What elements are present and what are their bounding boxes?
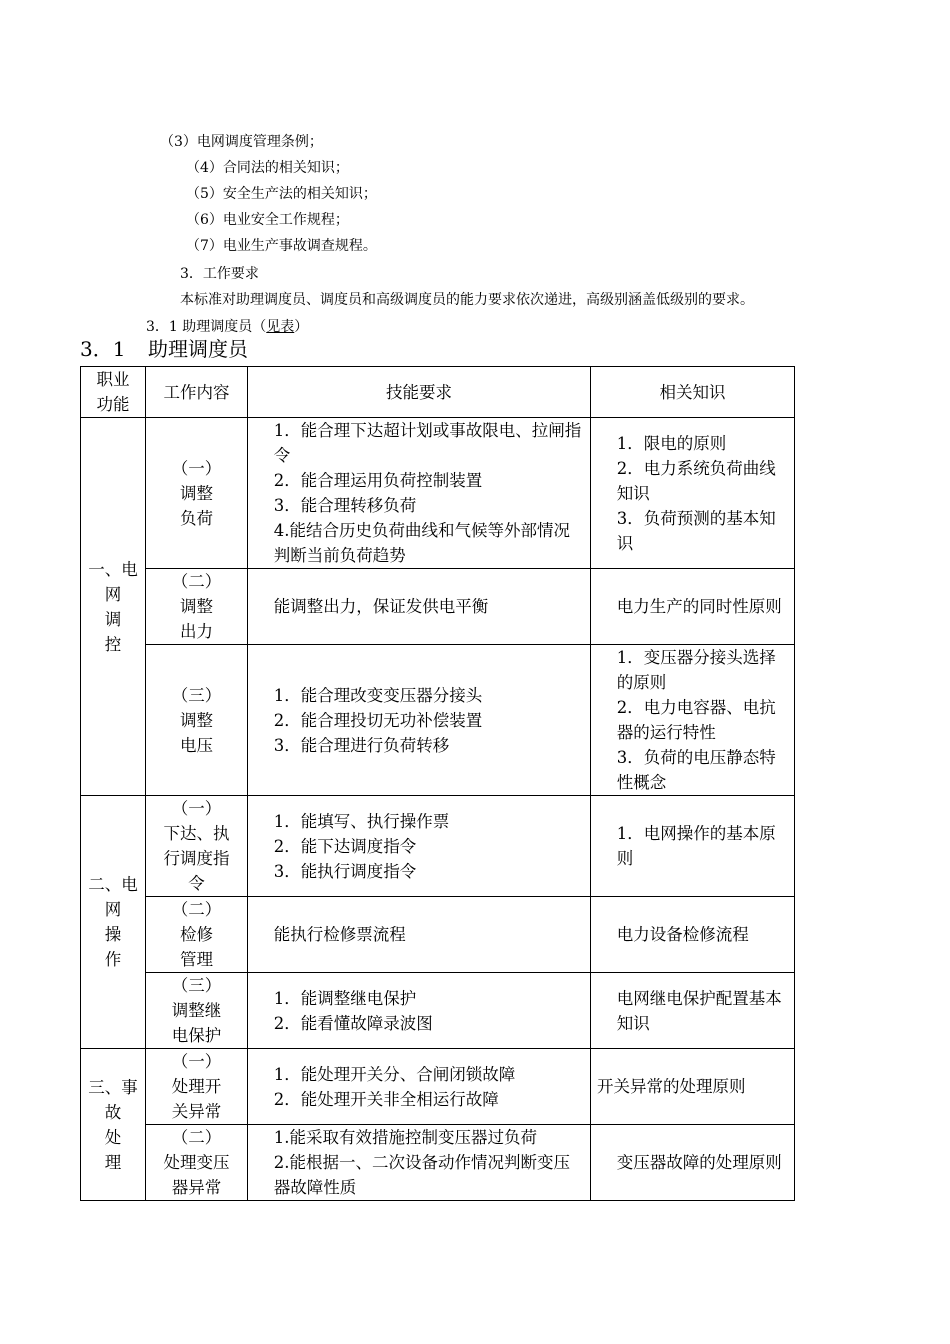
intro-item-7: （7）电业生产事故调查规程。 — [186, 238, 377, 254]
header-knowledge: 相关知识 — [591, 367, 795, 418]
skills-cell: 1．能处理开关分、合闸闭锁故障 2．能处理开关非全相运行故障 — [248, 1049, 591, 1125]
header-content: 工作内容 — [146, 367, 248, 418]
see-table-link[interactable]: 见表 — [266, 319, 295, 335]
knowledge-cell: 电力设备检修流程 — [591, 897, 795, 973]
skills-cell: 1．能合理改变变压器分接头 2．能合理投切无功补偿装置 3．能合理进行负荷转移 — [248, 645, 591, 796]
table-row — [81, 1125, 795, 1201]
skills-cell: 1．能填写、执行操作票 2．能下达调度指令 3．能执行调度指令 — [248, 796, 591, 897]
skills-cell: 能执行检修票流程 — [248, 897, 591, 973]
content-cell: （二） 调整 出力 — [146, 569, 248, 645]
function-cell: 一、电 网 调 控 — [81, 418, 146, 796]
table-row — [81, 973, 795, 1049]
content-cell: （三） 调整 电压 — [146, 645, 248, 796]
table-row — [81, 645, 795, 796]
skills-cell: 能调整出力，保证发供电平衡 — [248, 569, 591, 645]
table-row — [81, 418, 795, 569]
intro-item-4: （4）合同法的相关知识； — [186, 160, 349, 176]
knowledge-cell: 变压器故障的处理原则 — [591, 1125, 795, 1201]
intro-item-3: （3）电网调度管理条例； — [160, 134, 323, 150]
skills-cell: 1．能合理下达超计划或事故限电、拉闸指令 2．能合理运用负荷控制装置 3．能合理转移负荷 4.能结合历史负荷曲线和气候等外部情况判断当前负荷趋势 — [248, 418, 591, 569]
skills-cell: 1.能采取有效措施控制变压器过负荷 2.能根据一、二次设备动作情况判断变压器故障性质 — [248, 1125, 591, 1201]
knowledge-cell: 电力生产的同时性原则 — [591, 569, 795, 645]
section-label: 3．工作要求 — [180, 266, 259, 282]
intro-item-6: （6）电业安全工作规程； — [186, 212, 349, 228]
header-row — [81, 367, 795, 418]
header-skills: 技能要求 — [248, 367, 591, 418]
content-cell: （二） 检修 管理 — [146, 897, 248, 973]
section-heading — [80, 335, 248, 363]
intro-item-5: （5）安全生产法的相关知识； — [186, 186, 377, 202]
heading-number: 3．1 — [80, 337, 126, 361]
function-cell: 三、事 故 处 理 — [81, 1049, 146, 1201]
content-cell: （一） 处理开 关异常 — [146, 1049, 248, 1125]
content-cell: （二） 处理变压 器异常 — [146, 1125, 248, 1201]
knowledge-cell: 1．变压器分接头选择的原则 2．电力电容器、电抗器的运行特性 3．负荷的电压静态特性概念 — [591, 645, 795, 796]
subsection-suffix: ） — [294, 319, 309, 335]
heading-title: 助理调度员 — [148, 337, 248, 361]
paragraph: 本标准对助理调度员、调度员和高级调度员的能力要求依次递进，高级别涵盖低级别的要求。 — [180, 292, 754, 308]
table-row — [81, 1049, 795, 1125]
content-cell: （一） 调整 负荷 — [146, 418, 248, 569]
standards-table — [80, 366, 795, 1201]
content-cell: （一） 下达、执 行调度指 令 — [146, 796, 248, 897]
table-row — [81, 796, 795, 897]
table-row — [81, 569, 795, 645]
knowledge-cell: 1．电网操作的基本原则 — [591, 796, 795, 897]
header-function: 职业 功能 — [81, 367, 146, 418]
knowledge-cell: 开关异常的处理原则 — [591, 1049, 795, 1125]
subsection-prefix: 3．1 助理调度员（ — [146, 319, 267, 335]
subsection-line — [146, 317, 308, 337]
table-row — [81, 897, 795, 973]
function-cell: 二、电 网 操 作 — [81, 796, 146, 1049]
skills-cell: 1．能调整继电保护 2．能看懂故障录波图 — [248, 973, 591, 1049]
knowledge-cell: 电网继电保护配置基本知识 — [591, 973, 795, 1049]
knowledge-cell: 1．限电的原则 2．电力系统负荷曲线知识 3．负荷预测的基本知识 — [591, 418, 795, 569]
content-cell: （三） 调整继 电保护 — [146, 973, 248, 1049]
